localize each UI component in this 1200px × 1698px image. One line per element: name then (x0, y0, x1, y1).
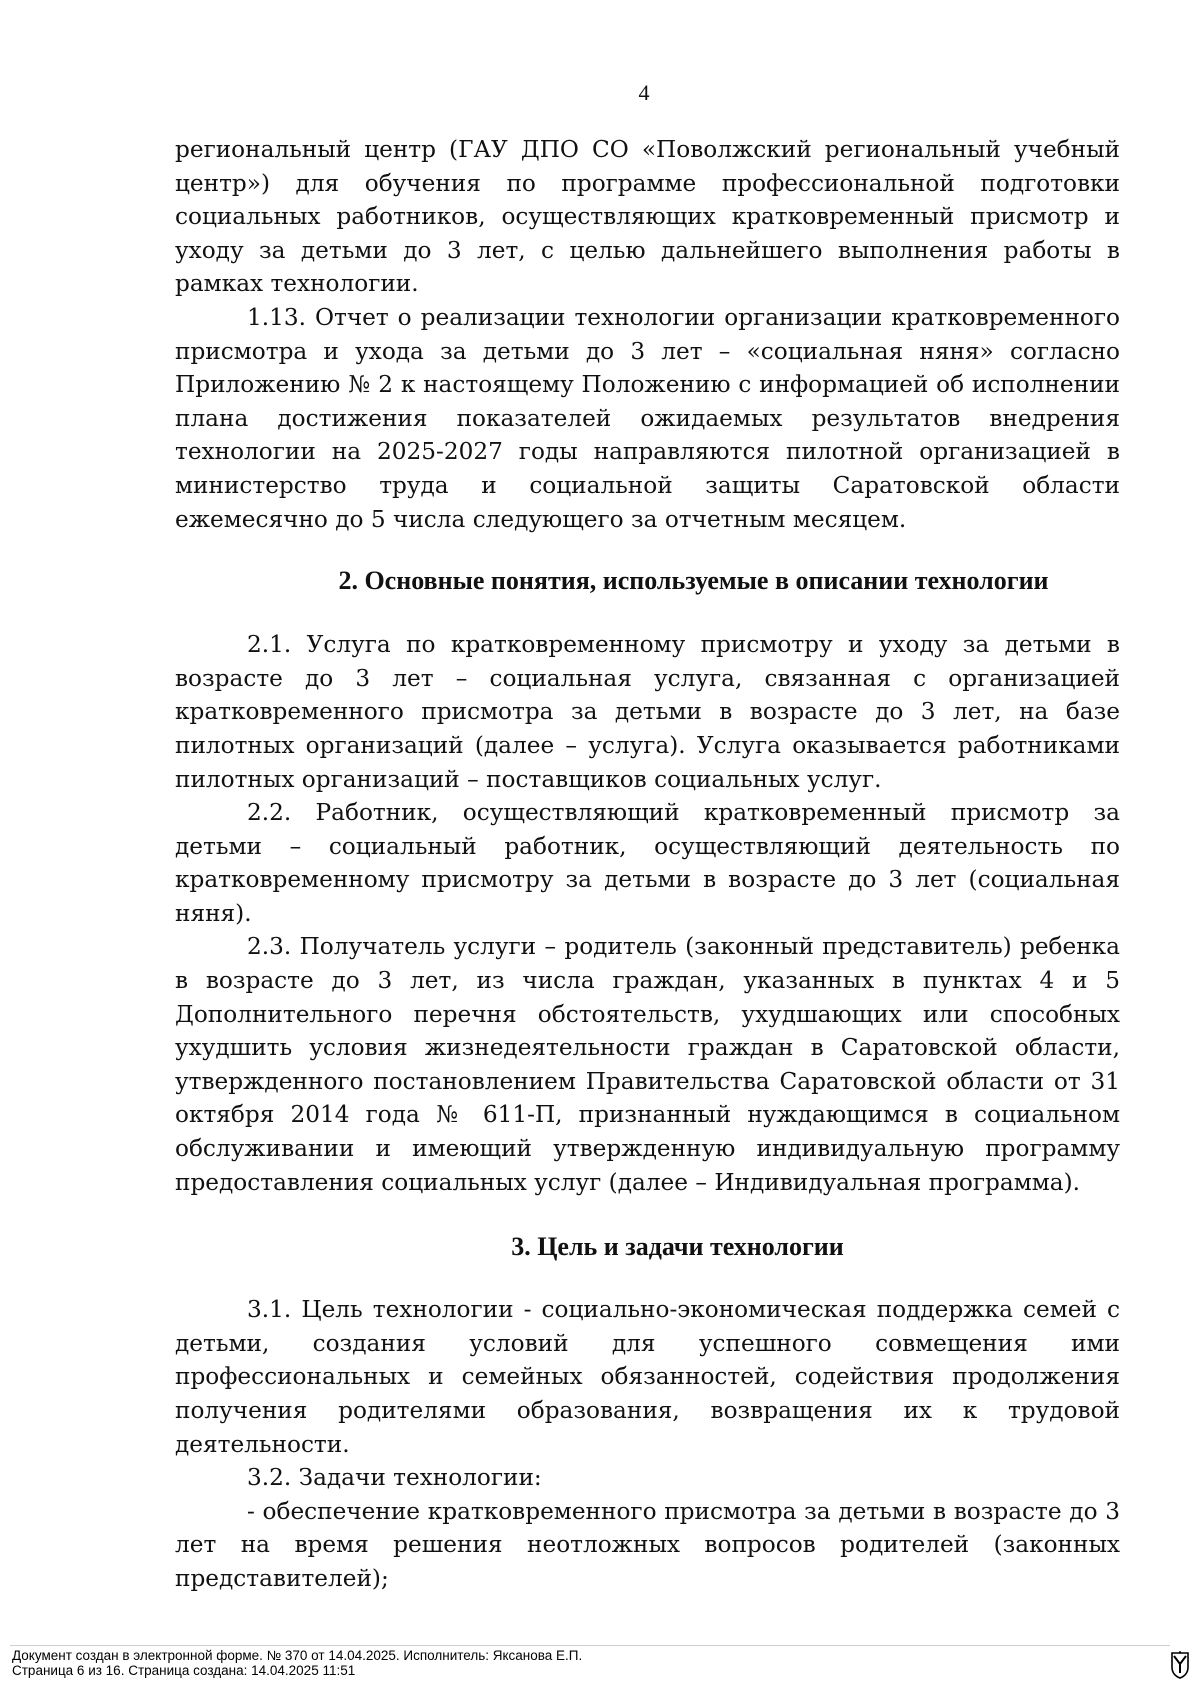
footer-divider (10, 1645, 1170, 1646)
section-3-heading: 3. Цель и задачи технологии (511, 1232, 844, 1262)
paragraph-3-1: 3.1. Цель технологии - социально-экономическая поддержка семей с детьми, создания условий для успешного совмещения ими профессиональных и семейных обязанностей, содействия продолжения получения родителями образования, возвращения их к трудовой деятельности. (175, 1296, 1120, 1458)
document-body (175, 133, 1120, 1596)
paragraph-1-13: 1.13. Отчет о реализации технологии организации кратковременного присмотра и ухода за детьми до 3 лет – «социальная няня» согласно Приложению № 2 к настоящему Положению с информацией об исполнении плана достижения показателей ожидаемых результатов внедрения технологии на 2025-2027 годы направляются пилотной организацией в министерство труда и социальной защиты Саратовской области ежемесячно до 5 числа следующего за отчетным месяцем. (175, 303, 1120, 533)
paragraph-2-3: 2.3. Получатель услуги – родитель (законный представитель) ребенка в возрасте до 3 лет, из числа граждан, указанных в пунктах 4 и 5 Дополнительного перечня обстоятельств, ухудшающих или способных ухудшить условия жизнедеятельности граждан в Саратовской области, утвержденного постановлением Правительства Саратовской области от 31 октября 2014 года № 611-П, признанный нуждающимся в социальном обслуживании и имеющий утвержденную индивидуальную программу предоставления социальных услуг (далее – Индивидуальная программа). (175, 933, 1120, 1196)
paragraph-3-2: 3.2. Задачи технологии: (247, 1464, 542, 1492)
page-number: 4 (638, 80, 650, 105)
section-2-heading: 2. Основные понятия, используемые в описании технологии (338, 566, 1049, 596)
paragraph-2-1: 2.1. Услуга по кратковременному присмотру и уходу за детьми в возрасте до 3 лет – социальная услуга, связанная с организацией кратковременного присмотра за детьми в возрасте до 3 лет, на базе пилотных организаций (далее – услуга). Услуга оказывается работниками пилотных организаций – поставщиков социальных услуг. (175, 631, 1120, 793)
paragraph-2-2: 2.2. Работник, осуществляющий кратковременный присмотр за детьми – социальный работник, осуществляющий деятельность по кратковременному присмотру за детьми в возрасте до 3 лет (социальная няня). (175, 799, 1120, 927)
paragraph-continuation: региональный центр (ГАУ ДПО СО «Поволжский региональный учебный центр») для обучения по программе профессиональной подготовки социальных работников, осуществляющих кратковременный присмотр и уходу за детьми до 3 лет, с целью дальнейшего выполнения работы в рамках технологии. (175, 136, 1120, 298)
document-footer (12, 1648, 582, 1678)
footer-line-1: Документ создан в электронной форме. № 370 от 14.04.2025. Исполнитель: Яксанова Е.П. (12, 1648, 583, 1663)
footer-line-2: Страница 6 из 16. Страница создана: 14.04.2025 11:51 (12, 1663, 356, 1678)
coat-of-arms-icon (1170, 1651, 1190, 1679)
paragraph-3-2-item: - обеспечение кратковременного присмотра за детьми в возрасте до 3 лет на время решения неотложных вопросов родителей (законных представителей); (175, 1497, 1120, 1592)
